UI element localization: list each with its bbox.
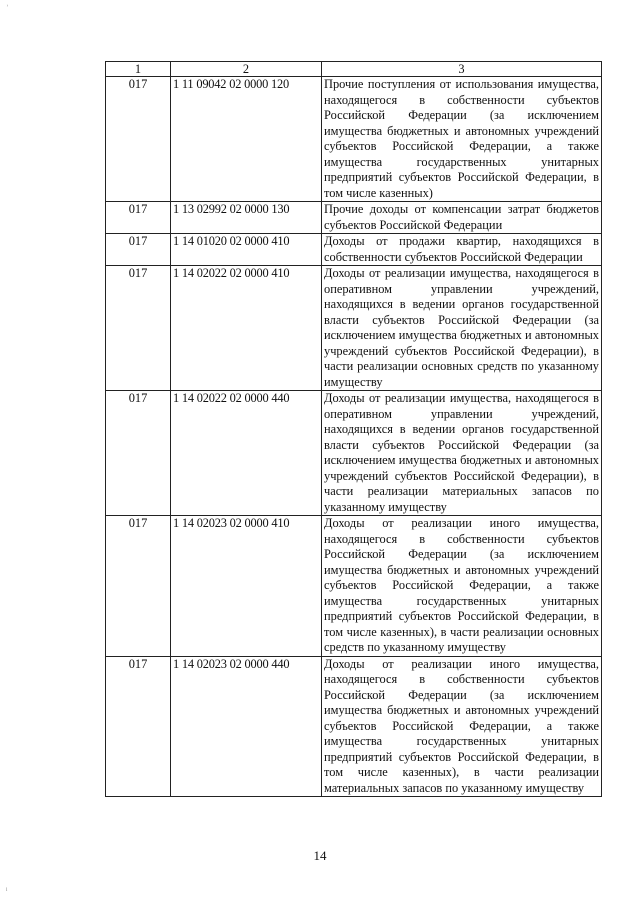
kbk-code-cell: 1 14 02022 02 0000 440 xyxy=(171,391,322,516)
kbk-code-cell: 1 14 02022 02 0000 410 xyxy=(171,266,322,391)
income-description-cell: Доходы от продажи квартир, находящихся в собственности субъектов Российской Федерации xyxy=(322,234,602,266)
header-cell-2: 2 xyxy=(171,62,322,77)
admin-code-cell: 017 xyxy=(106,266,171,391)
revenue-codes-table xyxy=(105,61,602,797)
admin-code-cell: 017 xyxy=(106,234,171,266)
kbk-code-cell: 1 14 02023 02 0000 410 xyxy=(171,516,322,657)
page-number: 14 xyxy=(313,848,327,863)
table-row xyxy=(106,234,602,266)
income-description-cell: Доходы от реализации иного имущества, находящегося в собственности субъектов Российской Федерации (за исключением имущества бюджетных и автономных учреждений субъектов Российской Федерации, а также имущества государственных унитарных предприятий субъектов Российской Федерации, в том числе казенных), в части реализации основных средств по указанному имуществу xyxy=(322,516,602,657)
admin-code-cell: 017 xyxy=(106,391,171,516)
table-row xyxy=(106,266,602,391)
table-row xyxy=(106,656,602,797)
income-description-cell: Доходы от реализации иного имущества, находящегося в собственности субъектов Российской Федерации (за исключением имущества бюджетных и автономных учреждений субъектов Российской Федерации, а также имущества государственных унитарных предприятий субъектов Российской Федерации, в том числе казенных), в части реализации материальных запасов по указанному имуществу xyxy=(322,656,602,797)
table-row xyxy=(106,77,602,202)
scan-mark: ʾ xyxy=(6,4,9,13)
income-description-cell: Доходы от реализации имущества, находящегося в оперативном управлении учреждений, находящихся в ведении органов государственной власти субъектов Российской Федерации (за исключением имущества бюджетных и автономных учреждений субъектов Российской Федерации), в части реализации основных средств по указанному имуществу xyxy=(322,266,602,391)
table-row xyxy=(106,391,602,516)
table-row xyxy=(106,516,602,657)
kbk-code-cell: 1 14 01020 02 0000 410 xyxy=(171,234,322,266)
table-row xyxy=(106,202,602,234)
income-description-cell: Доходы от реализации имущества, находящегося в оперативном управлении учреждений, находящихся в ведении органов государственной власти субъектов Российской Федерации (за исключением имущества бюджетных и автономных учреждений субъектов Российской Федерации), в части реализации материальных запасов по указанному имуществу xyxy=(322,391,602,516)
admin-code-cell: 017 xyxy=(106,77,171,202)
admin-code-cell: 017 xyxy=(106,656,171,797)
table-header-row xyxy=(106,62,602,77)
header-cell-1: 1 xyxy=(106,62,171,77)
income-description-cell: Прочие поступления от использования имущества, находящегося в собственности субъектов Российской Федерации (за исключением имущества бюджетных и автономных учреждений субъектов Российской Федерации, а также имущества государственных унитарных предприятий субъектов Российской Федерации, в том числе казенных) xyxy=(322,77,602,202)
kbk-code-cell: 1 11 09042 02 0000 120 xyxy=(171,77,322,202)
kbk-code-cell: 1 14 02023 02 0000 440 xyxy=(171,656,322,797)
header-cell-3: 3 xyxy=(322,62,602,77)
kbk-code-cell: 1 13 02992 02 0000 130 xyxy=(171,202,322,234)
income-description-cell: Прочие доходы от компенсации затрат бюджетов субъектов Российской Федерации xyxy=(322,202,602,234)
scan-mark: ˡ xyxy=(6,886,8,895)
admin-code-cell: 017 xyxy=(106,516,171,657)
admin-code-cell: 017 xyxy=(106,202,171,234)
